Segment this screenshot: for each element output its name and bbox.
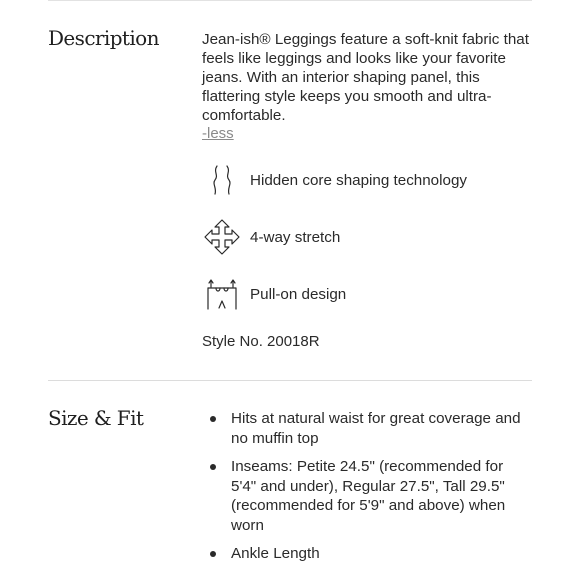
top-divider — [48, 0, 532, 1]
style-number: Style No. 20018R — [202, 333, 320, 350]
description-heading: Description — [48, 26, 159, 50]
feature-label: Hidden core shaping technology — [250, 171, 467, 189]
feature-label: 4-way stretch — [250, 228, 341, 246]
feature-core-shaping — [202, 160, 467, 200]
list-item — [202, 544, 532, 564]
bullet-icon — [210, 416, 216, 422]
size-fit-list — [202, 409, 532, 573]
size-fit-heading: Size & Fit — [48, 406, 144, 430]
list-item-text: Ankle Length — [231, 545, 320, 562]
pull-on-icon — [202, 274, 242, 314]
feature-four-way-stretch — [202, 217, 341, 257]
list-item-text: Hits at natural waist for great coverage and no muffin top — [231, 410, 521, 447]
list-item — [202, 457, 532, 535]
bullet-icon — [210, 464, 216, 470]
section-divider — [48, 380, 532, 381]
feature-pull-on — [202, 274, 347, 314]
show-less-link[interactable]: -less — [202, 125, 234, 142]
bullet-icon — [210, 551, 216, 557]
list-item-text: Inseams: Petite 24.5" (recommended for 5'4" and under), Regular 27.5", Tall 29.5" (recommended for 5'9" and above) when worn — [231, 458, 506, 534]
core-shaping-icon — [202, 160, 242, 200]
list-item — [202, 409, 532, 448]
description-text: Jean-ish® Leggings feature a soft-knit fabric that feels like leggings and looks like your favorite jeans. With an interior shaping panel, this flattering style keeps you smooth and ultra-comfortable. — [202, 31, 529, 124]
feature-label: Pull-on design — [250, 285, 347, 303]
four-way-stretch-icon — [202, 217, 242, 257]
